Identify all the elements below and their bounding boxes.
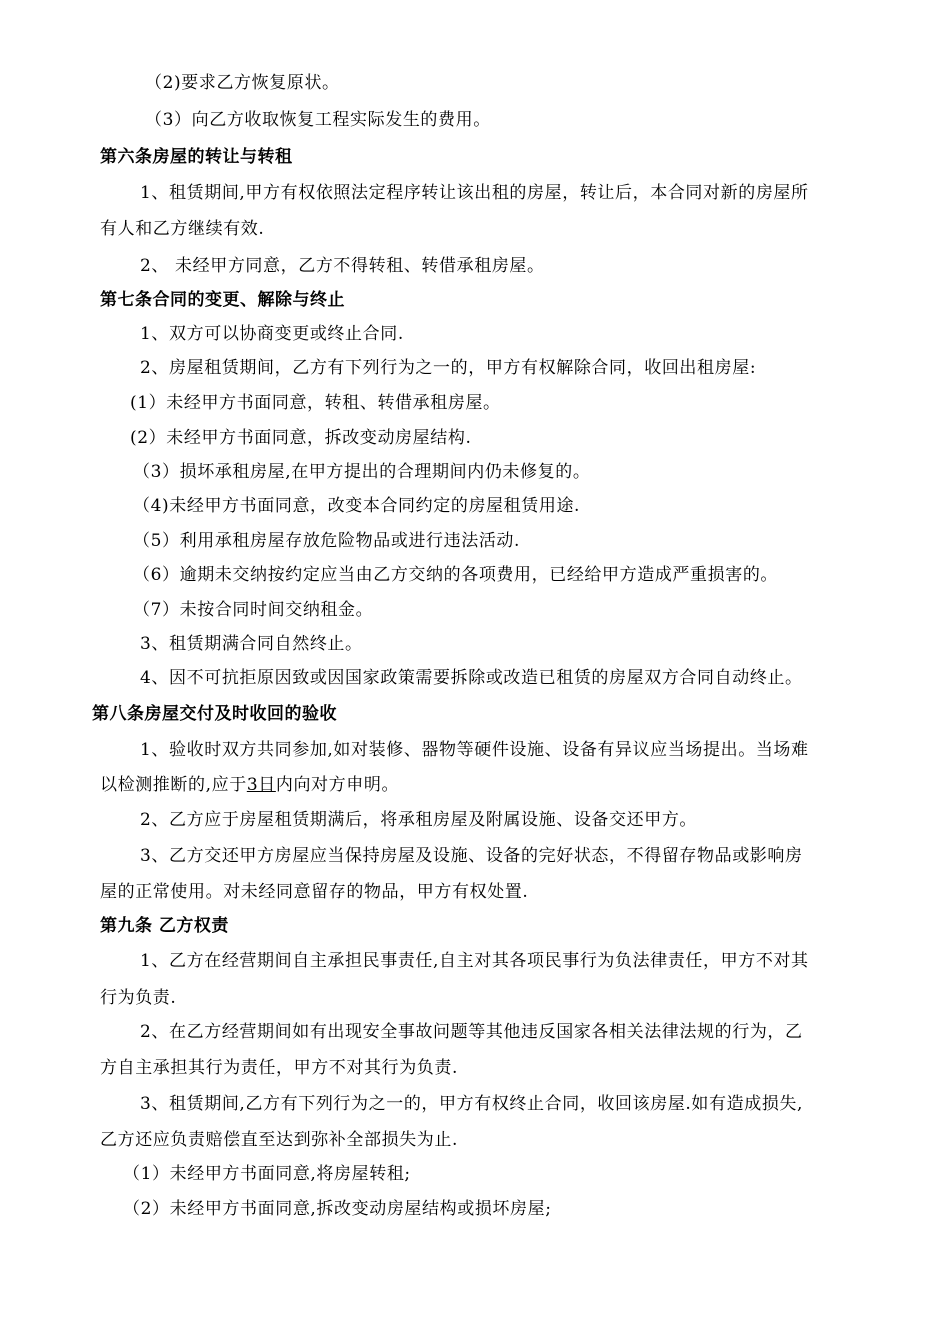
article-7-para-2: 2、房屋租赁期间，乙方有下列行为之一的，甲方有权解除合同，收回出租房屋: xyxy=(140,358,757,378)
notice-period-value: 3日 xyxy=(246,775,276,795)
article-9-item-2: （2）未经甲方书面同意,拆改变动房屋结构或损坏房屋; xyxy=(123,1199,552,1219)
article-9-item-1: （1）未经甲方书面同意,将房屋转租; xyxy=(123,1164,411,1184)
article-9-para-3-cont: 乙方还应负责赔偿直至达到弥补全部损失为止. xyxy=(100,1130,459,1150)
article-7-para-3: 3、租赁期满合同自然终止。 xyxy=(140,634,363,654)
article-6-para-1: 1、租赁期间,甲方有权依照法定程序转让该出租的房屋，转让后，本合同对新的房屋所 xyxy=(140,183,809,203)
article-8-para-1-cont xyxy=(100,775,399,795)
section-heading-article-9: 第九条 乙方权责 xyxy=(100,916,229,936)
article-9-para-1-cont: 行为负责. xyxy=(100,988,177,1008)
article-8-para-3-cont: 屋的正常使用。对未经同意留存的物品，甲方有权处置. xyxy=(100,882,529,902)
article-7-item-3: （3）损坏承租房屋,在甲方提出的合理期间内仍未修复的。 xyxy=(133,462,591,482)
article-7-para-4: 4、因不可抗拒原因致或因国家政策需要拆除或改造已租赁的房屋双方合同自动终止。 xyxy=(140,668,803,688)
article-6-para-2: 2、 未经甲方同意，乙方不得转租、转借承租房屋。 xyxy=(140,256,545,276)
article-8-para-2: 2、乙方应于房屋租赁期满后，将承租房屋及附属设施、设备交还甲方。 xyxy=(140,810,698,830)
article-8-para-3: 3、乙方交还甲方房屋应当保持房屋及设施、设备的完好状态，不得留存物品或影响房 xyxy=(140,846,803,866)
article-7-item-2: (2）未经甲方书面同意，拆改变动房屋结构. xyxy=(130,428,472,448)
article-8-para-1-cont-after: 内向对方申明。 xyxy=(275,775,400,795)
article-9-para-2-cont: 方自主承担其行为责任，甲方不对其行为负责. xyxy=(100,1058,459,1078)
section-heading-article-7: 第七条合同的变更、解除与终止 xyxy=(100,290,345,310)
article-6-para-1-cont: 有人和乙方继续有效. xyxy=(100,219,265,239)
article-9-para-2: 2、在乙方经营期间如有出现安全事故问题等其他违反国家各相关法律法规的行为，乙 xyxy=(140,1022,803,1042)
section-heading-article-6: 第六条房屋的转让与转租 xyxy=(100,147,293,167)
article-8-para-1-cont-before: 以检测推断的,应于 xyxy=(100,775,247,795)
clause-5-item-3: （3）向乙方收取恢复工程实际发生的费用。 xyxy=(145,110,491,130)
clause-5-item-2: （2)要求乙方恢复原状。 xyxy=(145,73,340,93)
article-9-para-3: 3、租赁期间,乙方有下列行为之一的，甲方有权终止合同，收回该房屋.如有造成损失, xyxy=(140,1094,804,1114)
section-heading-article-8: 第八条房屋交付及时收回的验收 xyxy=(92,704,337,724)
article-7-item-4: （4)未经甲方书面同意，改变本合同约定的房屋租赁用途. xyxy=(133,496,581,516)
article-7-item-6: （6）逾期未交纳按约定应当由乙方交纳的各项费用，已经给甲方造成严重损害的。 xyxy=(133,565,779,585)
article-7-item-1: (1）未经甲方书面同意，转租、转借承租房屋。 xyxy=(130,393,501,413)
article-7-para-1: 1、双方可以协商变更或终止合同. xyxy=(140,324,404,344)
article-7-item-7: （7）未按合同时间交纳租金。 xyxy=(133,600,374,620)
article-7-item-5: （5）利用承租房屋存放危险物品或进行违法活动. xyxy=(133,531,521,551)
article-8-para-1: 1、验收时双方共同参加,如对装修、器物等硬件设施、设备有异议应当场提出。当场难 xyxy=(140,740,809,760)
article-9-para-1: 1、乙方在经营期间自主承担民事责任,自主对其各项民事行为负法律责任，甲方不对其 xyxy=(140,951,809,971)
